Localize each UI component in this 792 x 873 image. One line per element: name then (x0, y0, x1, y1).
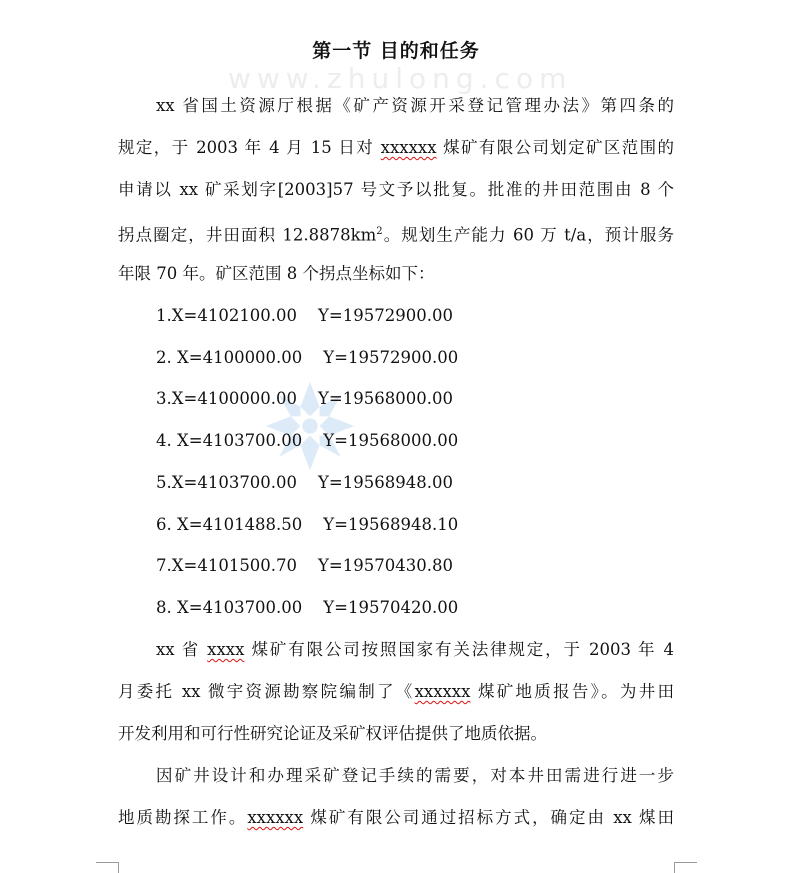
section-title: 第一节 目的和任务 (312, 40, 480, 62)
coordinate-y: Y=19568000.00 (318, 389, 453, 408)
coordinate-y: Y=19572900.00 (323, 348, 459, 367)
spellcheck-underlined-text: xxxxxx (414, 682, 471, 701)
coordinate-row (156, 348, 458, 368)
paragraph-2-line-1: xx 省 xxxx 煤矿有限公司按照国家有关法律规定，于 2003 年 4 (156, 640, 675, 659)
coordinate-x: X=4103700.00 (177, 598, 303, 617)
coordinate-y: Y=19568948.10 (323, 515, 459, 534)
coordinate-x: X=4103700.00 (171, 473, 298, 492)
coordinate-y: Y=19568000.00 (323, 431, 459, 450)
coordinate-index: 6. (156, 515, 177, 534)
coordinate-row (156, 306, 453, 326)
paragraph-2-line-3: 开发利用和可行性研究论证及采矿权评估提供了地质依据。 (118, 724, 547, 743)
page-corner-mark (674, 862, 697, 873)
coordinate-x: X=4101488.50 (177, 515, 303, 534)
paragraph-3-line-1: 因矿井设计和办理采矿登记手续的需要，对本井田需进行进一步 (156, 766, 674, 785)
page-corner-mark (96, 862, 119, 873)
coordinate-index: 7. (156, 556, 172, 575)
coordinate-row (156, 556, 453, 576)
coordinate-x: X=4103700.00 (177, 431, 303, 450)
coordinate-index: 4. (156, 431, 177, 450)
paragraph-3-line-2: 地质勘探工作。xxxxxx 煤矿有限公司通过招标方式，确定由 xx 煤田 (118, 808, 674, 827)
coordinate-index: 8. (156, 598, 177, 617)
coordinate-index: 2. (156, 348, 177, 367)
coordinate-x: X=4100000.00 (171, 389, 298, 408)
paragraph-1-line-1: xx 省国土资源厅根据《矿产资源开采登记管理办法》第四条的 (156, 96, 674, 115)
coordinate-x: X=4102100.00 (171, 306, 298, 325)
paragraph-1-line-4: 拐点圈定，井田面积 $12.8878km^2$。规划生产能力 60 万 t/a，预计服务 (118, 225, 674, 245)
coordinate-y: Y=19570420.00 (323, 598, 459, 617)
coordinate-row (156, 473, 453, 493)
spellcheck-underlined-text: xxxxxx (247, 808, 304, 827)
coordinate-index: 5. (156, 473, 172, 492)
watermark-text: www.zhulong.com (228, 62, 573, 95)
coordinate-row (156, 598, 458, 618)
coordinate-row (156, 389, 453, 409)
coordinate-row (156, 515, 458, 535)
coordinate-x: X=4101500.70 (171, 556, 298, 575)
coordinate-y: Y=19572900.00 (318, 306, 453, 325)
spellcheck-underlined-text: xxxxxx (380, 138, 437, 157)
paragraph-1-line-2: 规定，于 2003 年 4 月 15 日对 xxxxxx 煤矿有限公司划定矿区范围的 (118, 138, 674, 157)
coordinate-index: 3. (156, 389, 172, 408)
paragraph-2-line-2: 月委托 xx 微宇资源勘察院编制了《xxxxxx 煤矿地质报告》。为井田 (118, 682, 674, 701)
paragraph-1-line-3: 申请以 xx 矿采划字[2003]57 号文予以批复。批准的井田范围由 8 个 (118, 180, 674, 199)
coordinate-y: Y=19568948.00 (318, 473, 453, 492)
paragraph-1-line-5: 年限 70 年。矿区范围 8 个拐点坐标如下： (118, 264, 435, 283)
coordinate-index: 1. (156, 306, 172, 325)
spellcheck-underlined-text: xxxx (207, 640, 245, 659)
coordinate-row (156, 431, 458, 451)
coordinate-y: Y=19570430.80 (318, 556, 453, 575)
coordinate-x: X=4100000.00 (177, 348, 303, 367)
